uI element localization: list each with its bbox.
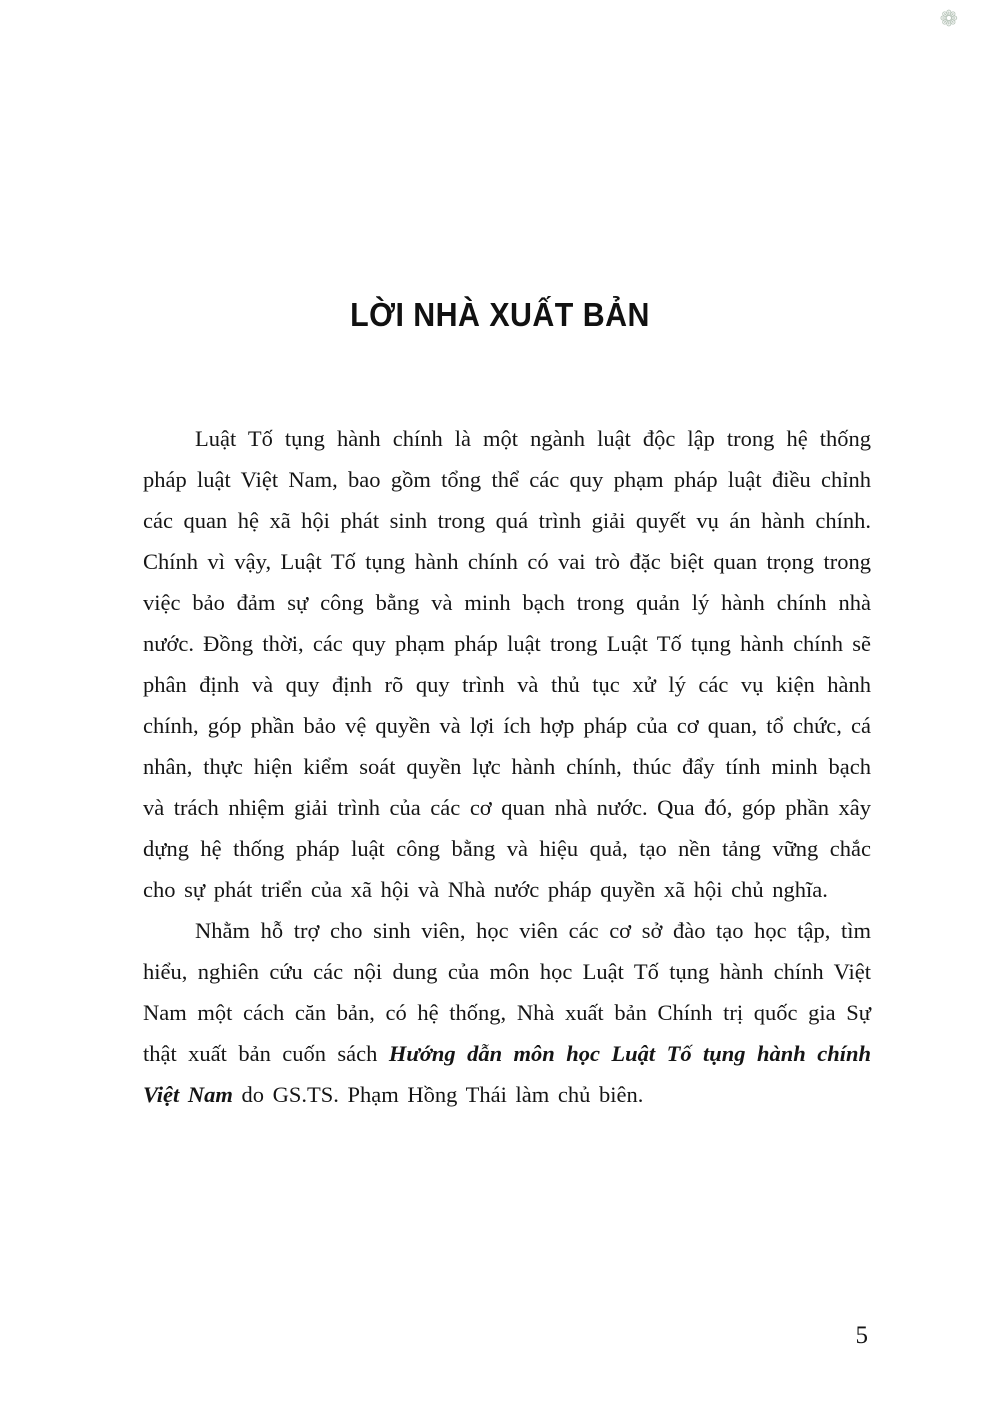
flower-icon: ❁: [939, 6, 958, 31]
paragraph-2: [143, 910, 871, 1115]
body-text: [143, 418, 871, 1115]
paragraph-2-text-end: do GS.TS. Phạm Hồng Thái làm chủ biên.: [232, 1082, 644, 1107]
page-title: LỜI NHÀ XUẤT BẢN: [350, 296, 650, 333]
paragraph-1: Luật Tố tụng hành chính là một ngành luật độc lập trong hệ thống pháp luật Việt Nam, bao gồm tổng thể các quy phạm pháp luật điều chỉnh các quan hệ xã hội phát sinh trong quá trình giải quyết vụ án hành chính. Chính vì vậy, Luật Tố tụng hành chính có vai trò đặc biệt quan trọng trong việc bảo đảm sự công bằng và minh bạch trong quản lý hành chính nhà nước. Đồng thời, các quy phạm pháp luật trong Luật Tố tụng hành chính sẽ phân định và quy định rõ quy trình và thủ tục xử lý các vụ kiện hành chính, góp phần bảo vệ quyền và lợi ích hợp pháp của cơ quan, tổ chức, cá nhân, thực hiện kiểm soát quyền lực hành chính, thúc đẩy tính minh bạch và trách nhiệm giải trình của các cơ quan nhà nước. Qua đó, góp phần xây dựng hệ thống pháp luật công bằng và hiệu quả, tạo nền tảng vững chắc cho sự phát triển của xã hội và Nhà nước pháp quyền xã hội chủ nghĩa.: [143, 426, 871, 902]
book-title-emphasis: Hướng dẫn môn học Luật Tố tụng hành chính Việt Nam: [143, 1041, 871, 1107]
paragraph-2-text-start: Nhằm hỗ trợ cho sinh viên, học viên các cơ sở đào tạo học tập, tìm hiểu, nghiên cứu các nội dung của môn học Luật Tố tụng hành chính Việt Nam một cách căn bản, có hệ thống, Nhà xuất bản Chính trị quốc gia Sự thật xuất bản cuốn sách: [143, 918, 871, 1066]
page-number: 5: [855, 1322, 868, 1349]
